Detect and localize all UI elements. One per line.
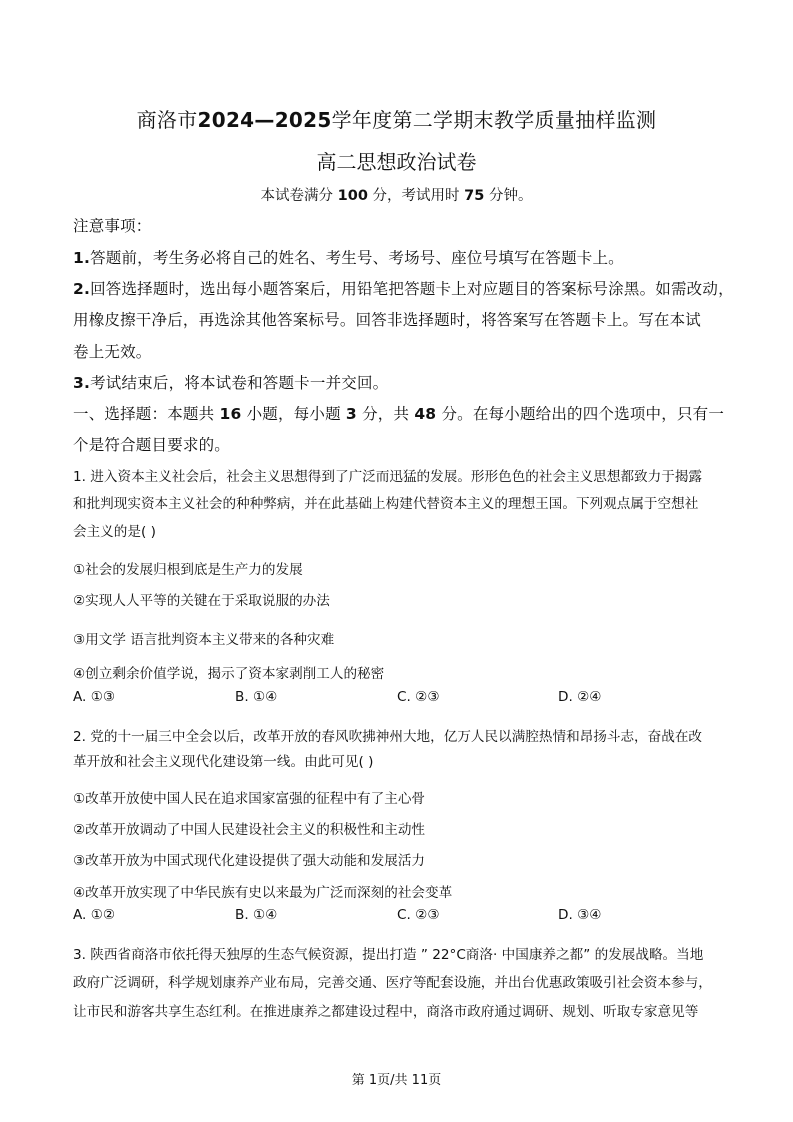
q1-option-c: C. ②③	[397, 689, 440, 705]
notice-item-2-num: 2.	[73, 280, 91, 298]
title-prefix: 商洛市	[136, 108, 198, 132]
notice-item-1-text: 答题前，考生务必将自己的姓名、考生号、考场号、座位号填写在答题卡上。	[90, 249, 624, 267]
q2-option-b: B. ①④	[235, 907, 278, 923]
q2-item-3: ③改革开放为中国式现代化建设提供了强大动能和发展活力	[73, 853, 426, 869]
q3-stem-line-1: 3. 陕西省商洛市依托得天独厚的生态气候资源，提出打造 ” 22°C商洛· 中国康养之都” 的发展战略。当地	[73, 947, 704, 963]
q2-item-1: ①改革开放使中国人民在追求国家富强的征程中有了主心骨	[73, 791, 426, 807]
section-heading	[73, 402, 724, 424]
section-total: 48	[414, 405, 437, 423]
notice-item-3-num: 3.	[73, 374, 91, 392]
notice-item-3-text: 考试结束后，将本试卷和答题卡一并交回。	[90, 374, 389, 392]
section-text-c: 分，共	[362, 405, 410, 423]
section-text-d: 分。在每小题给出的四个选项中，只有一	[441, 405, 725, 423]
notice-item-1	[73, 246, 624, 268]
info-score: 100	[337, 188, 368, 204]
q1-item-4: ④创立剩余价值学说，揭示了资本家剥削工人的秘密	[73, 666, 385, 682]
q1-item-1: ①社会的发展归根到底是生产力的发展	[73, 562, 303, 578]
q2-stem-line-2: 革开放和社会主义现代化建设第一线。由此可见( )	[73, 754, 374, 770]
exam-title	[0, 104, 793, 133]
q1-item-3: ③用文学 语言批判资本主义带来的各种灾难	[73, 632, 335, 648]
info-text-b: 分，考试用时	[372, 188, 460, 204]
q2-option-d: D. ③④	[558, 907, 602, 923]
notice-heading: 注意事项：	[73, 217, 152, 235]
exam-info	[0, 184, 793, 205]
info-time: 75	[464, 188, 485, 204]
notice-item-2	[73, 277, 734, 299]
section-text-b: 小题，每小题	[246, 405, 341, 423]
info-text-c: 分钟。	[488, 188, 533, 204]
q2-option-a: A. ①②	[73, 907, 116, 923]
q1-stem-line-1: 1. 进入资本主义社会后，社会主义思想得到了广泛而迅猛的发展。形形色色的社会主义思想都致力于揭露	[73, 469, 703, 485]
q3-stem-line-2: 政府广泛调研，科学规划康养产业布局，完善交通、医疗等配套设施，并出台优惠政策吸引社会资本参与，	[73, 975, 712, 991]
notice-item-1-num: 1.	[73, 249, 91, 267]
q1-option-d: D. ②④	[558, 689, 602, 705]
q2-item-2: ②改革开放调动了中国人民建设社会主义的积极性和主动性	[73, 822, 426, 838]
section-heading-line-2: 个是符合题目要求的。	[73, 436, 231, 454]
title-years: 2024—2025	[197, 108, 332, 132]
exam-subtitle: 高二思想政治试卷	[316, 150, 477, 174]
page-number: 第 1页/共 11页	[351, 1073, 442, 1088]
q1-option-b: B. ①④	[235, 689, 278, 705]
section-text-a: 一、选择题：本题共	[73, 405, 215, 423]
q1-option-a: A. ①③	[73, 689, 116, 705]
title-suffix: 学年度第二学期末教学质量抽样监测	[331, 108, 657, 132]
q1-stem-line-3: 会主义的是( )	[73, 524, 156, 540]
section-each: 3	[345, 405, 357, 423]
q2-option-c: C. ②③	[397, 907, 440, 923]
notice-item-2-line-2: 用橡皮擦干净后，再选涂其他答案标号。回答非选择题时，将答案写在答题卡上。写在本试	[73, 311, 702, 329]
q3-stem-line-3: 让市民和游客共享生态红利。在推进康养之都建设过程中，商洛市政府通过调研、规划、听取专家意见等	[73, 1004, 699, 1020]
q2-item-4: ④改革开放实现了中华民族有史以来最为广泛而深刻的社会变革	[73, 885, 453, 901]
q2-stem-line-1: 2. 党的十一届三中全会以后，改革开放的春风吹拂神州大地，亿万人民以满腔热情和昂扬斗志，奋战在改	[73, 729, 703, 745]
q1-item-2: ②实现人人平等的关键在于采取说服的办法	[73, 593, 330, 609]
section-count: 16	[219, 405, 242, 423]
notice-item-2-line-1: 回答选择题时，选出每小题答案后，用铅笔把答题卡上对应题目的答案标号涂黑。如需改动，	[90, 280, 734, 298]
q1-stem-line-2: 和批判现实资本主义社会的种种弊病，并在此基础上构建代替资本主义的理想王国。下列观点属于空想社	[73, 496, 699, 512]
notice-item-3	[73, 371, 388, 393]
info-text-a: 本试卷满分	[260, 188, 334, 204]
notice-item-2-line-3: 卷上无效。	[73, 343, 152, 361]
